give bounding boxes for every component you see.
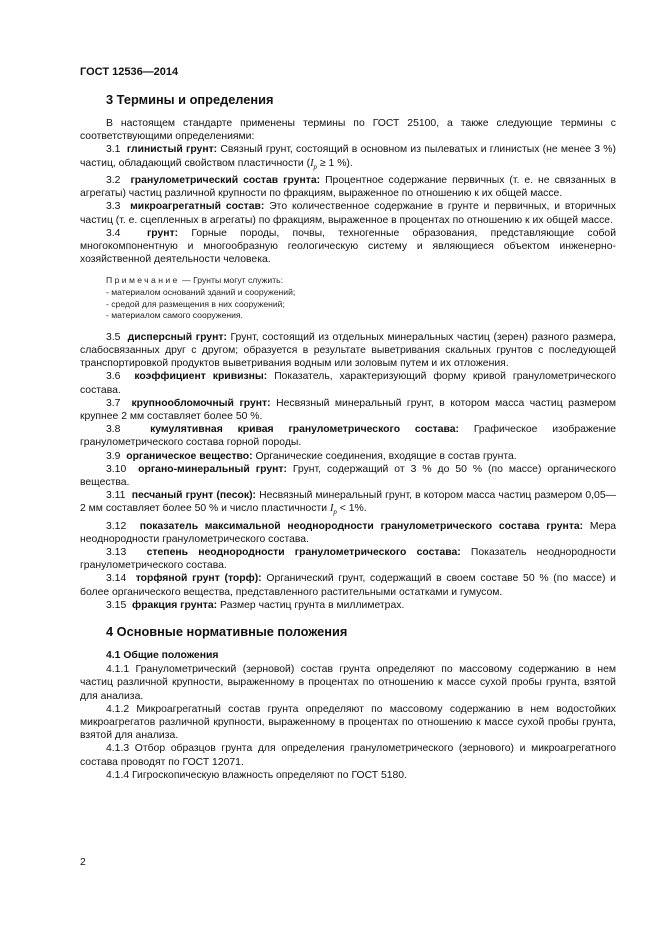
term-label: степень неоднородности гранулометрического состава: [146,547,461,559]
term-label: фракция грунта: [132,599,218,611]
clause-4-1-1: 4.1.1 Гранулометрический (зерновой) состав грунта определяют по массовому содержанию в нем частиц различной крупности, выраженному в процентах по отношению к массе сухой пробы грунта, взятой для анализа. [80,664,616,702]
section-4-title: 4 Основные нормативные положения [106,624,348,640]
term-3-15: 3.15 фракция грунта: Размер частиц грунта в миллиметрах. [106,599,405,611]
section-3-intro: В настоящем стандарте применены термины по ГОСТ 25100, а также следующие термины с соответствующими определениями: [80,118,616,143]
term-3-7: 3.7 крупнообломочный грунт: Несвязный минеральный грунт, в котором масса частиц размером крупнее 2 мм составляет более 50 %. [80,397,616,422]
term-3-9: 3.9 органическое вещество: Органические соединения, входящие в состав грунта. [106,450,517,462]
term-label: гранулометрический состав грунта: [130,174,321,186]
note-block: Примечание — Грунты могут служить: - материалом оснований зданий и сооружений; - средой для размещения в них сооружений; - материалом самого сооружения. [106,275,616,321]
term-3-12: 3.12 показатель максимальной неоднородности гранулометрического состава грунта: Мера неоднородности гранулометрического состава. [80,520,616,545]
term-label: показатель максимальной неоднородности гранулометрического состава грунта: [139,520,584,532]
note-label: Примечание [106,275,180,286]
term-label: грунт: [146,227,179,239]
term-label: крупнообломочный грунт: [131,397,271,409]
term-3-1: 3.1 глинистый грунт: Связный грунт, состоящий в основном из пылеватых и глинистых (не менее 3 %) частиц, обладающий свойством пластичности ($I_p \ge 1$ %). [80,144,616,171]
note-item: - материалом оснований зданий и сооружений; [106,286,296,297]
term-label: органическое вещество: [126,450,253,462]
term-label: микроагрегатный состав: [130,201,265,213]
page-number: 2 [80,857,86,868]
term-3-3: 3.3 микроагрегатный состав: Это количественное содержание в грунте и первичных, и вторичных частиц (т. е. сцепленных в агрегаты) по фракциям, выраженное в процентах по отношению к их общей массе. [80,201,616,226]
document-content [80,92,616,782]
clause-4-1-2: 4.1.2 Микроагрегатный состав грунта определяют по массовому содержанию в нем водостойких микроагрегатов различной крупности, выраженному в процентах по отношению к массе сухой пробы грунта, взятой для анализа. [80,703,616,742]
clause-4-1-3: 4.1.3 Отбор образцов грунта для определения гранулометрического (зернового) и микроагрегатного состава проводят по ГОСТ 12071. [80,743,616,768]
term-3-8: 3.8 кумулятивная кривая гранулометрического состава: Графическое изображение гранулометрического состава горной породы. [80,424,616,449]
term-3-13: 3.13 степень неоднородности гранулометрического состава: Показатель неоднородности гранулометрического состава. [80,547,616,572]
term-label: органо-минеральный грунт: [138,463,287,475]
term-label: торфяной грунт (торф): [135,573,262,585]
document-header: ГОСТ 12536—2014 [80,66,179,78]
term-3-14: 3.14 торфяной грунт (торф): Органический грунт, содержащий в своем составе 50 % (по массе) и более органического вещества, представленного растительными остатками и гумусом. [80,573,616,598]
clause-4-1-4: 4.1.4 Гигроскопическую влажность определяют по ГОСТ 5180. [106,769,407,781]
term-3-11: 3.11 песчаный грунт (песок): Несвязный минеральный грунт, в котором масса частиц размером 0,05—2 мм составляет более 50 % и число пластичности $I_p < 1\%$. [80,490,616,517]
subsection-4-1-title: 4.1 Общие положения [106,650,219,662]
term-3-10: 3.10 органо-минеральный грунт: Грунт, содержащий от 3 % до 50 % (по массе) органического вещества. [80,463,616,488]
term-label: дисперсный грунт: [127,331,227,343]
term-3-2: 3.2 гранулометрический состав грунта: Процентное содержание первичных (т. е. не связанных в агрегаты) частиц различной крупности по фракциям, выраженное по отношению к их общей массе. [80,174,617,200]
term-label: песчаный грунт (песок): [131,490,256,502]
term-3-6: 3.6 коэффициент кривизны: Показатель, характеризующий форму кривой гранулометрического состава. [80,371,617,396]
section-3-title: 3 Термины и определения [106,92,274,107]
term-3-4: 3.4 грунт: Горные породы, почвы, техногенные образования, представляющие собой многокомпонентную и многообразную геологическую систему и являющиеся объектом инженерно-хозяйственной деятельности человека. [80,227,617,266]
term-label: кумулятивная кривая гранулометрического состава: [150,424,459,436]
term-label: глинистый грунт: [126,144,218,156]
term-3-5: 3.5 дисперсный грунт: Грунт, состоящий из отдельных минеральных частиц (зерен) разного размера, слабосвязанных друг с другом; образуется в результате выветривания скальных грунтов с последующей транспортировкой продуктов выветривания водным или золовым путем и их отложения. [80,331,616,370]
term-label: коэффициент кривизны: [134,371,268,383]
note-item: - средой для размещения в них сооружений; [106,298,285,309]
note-item: - материалом самого сооружения. [106,310,243,321]
